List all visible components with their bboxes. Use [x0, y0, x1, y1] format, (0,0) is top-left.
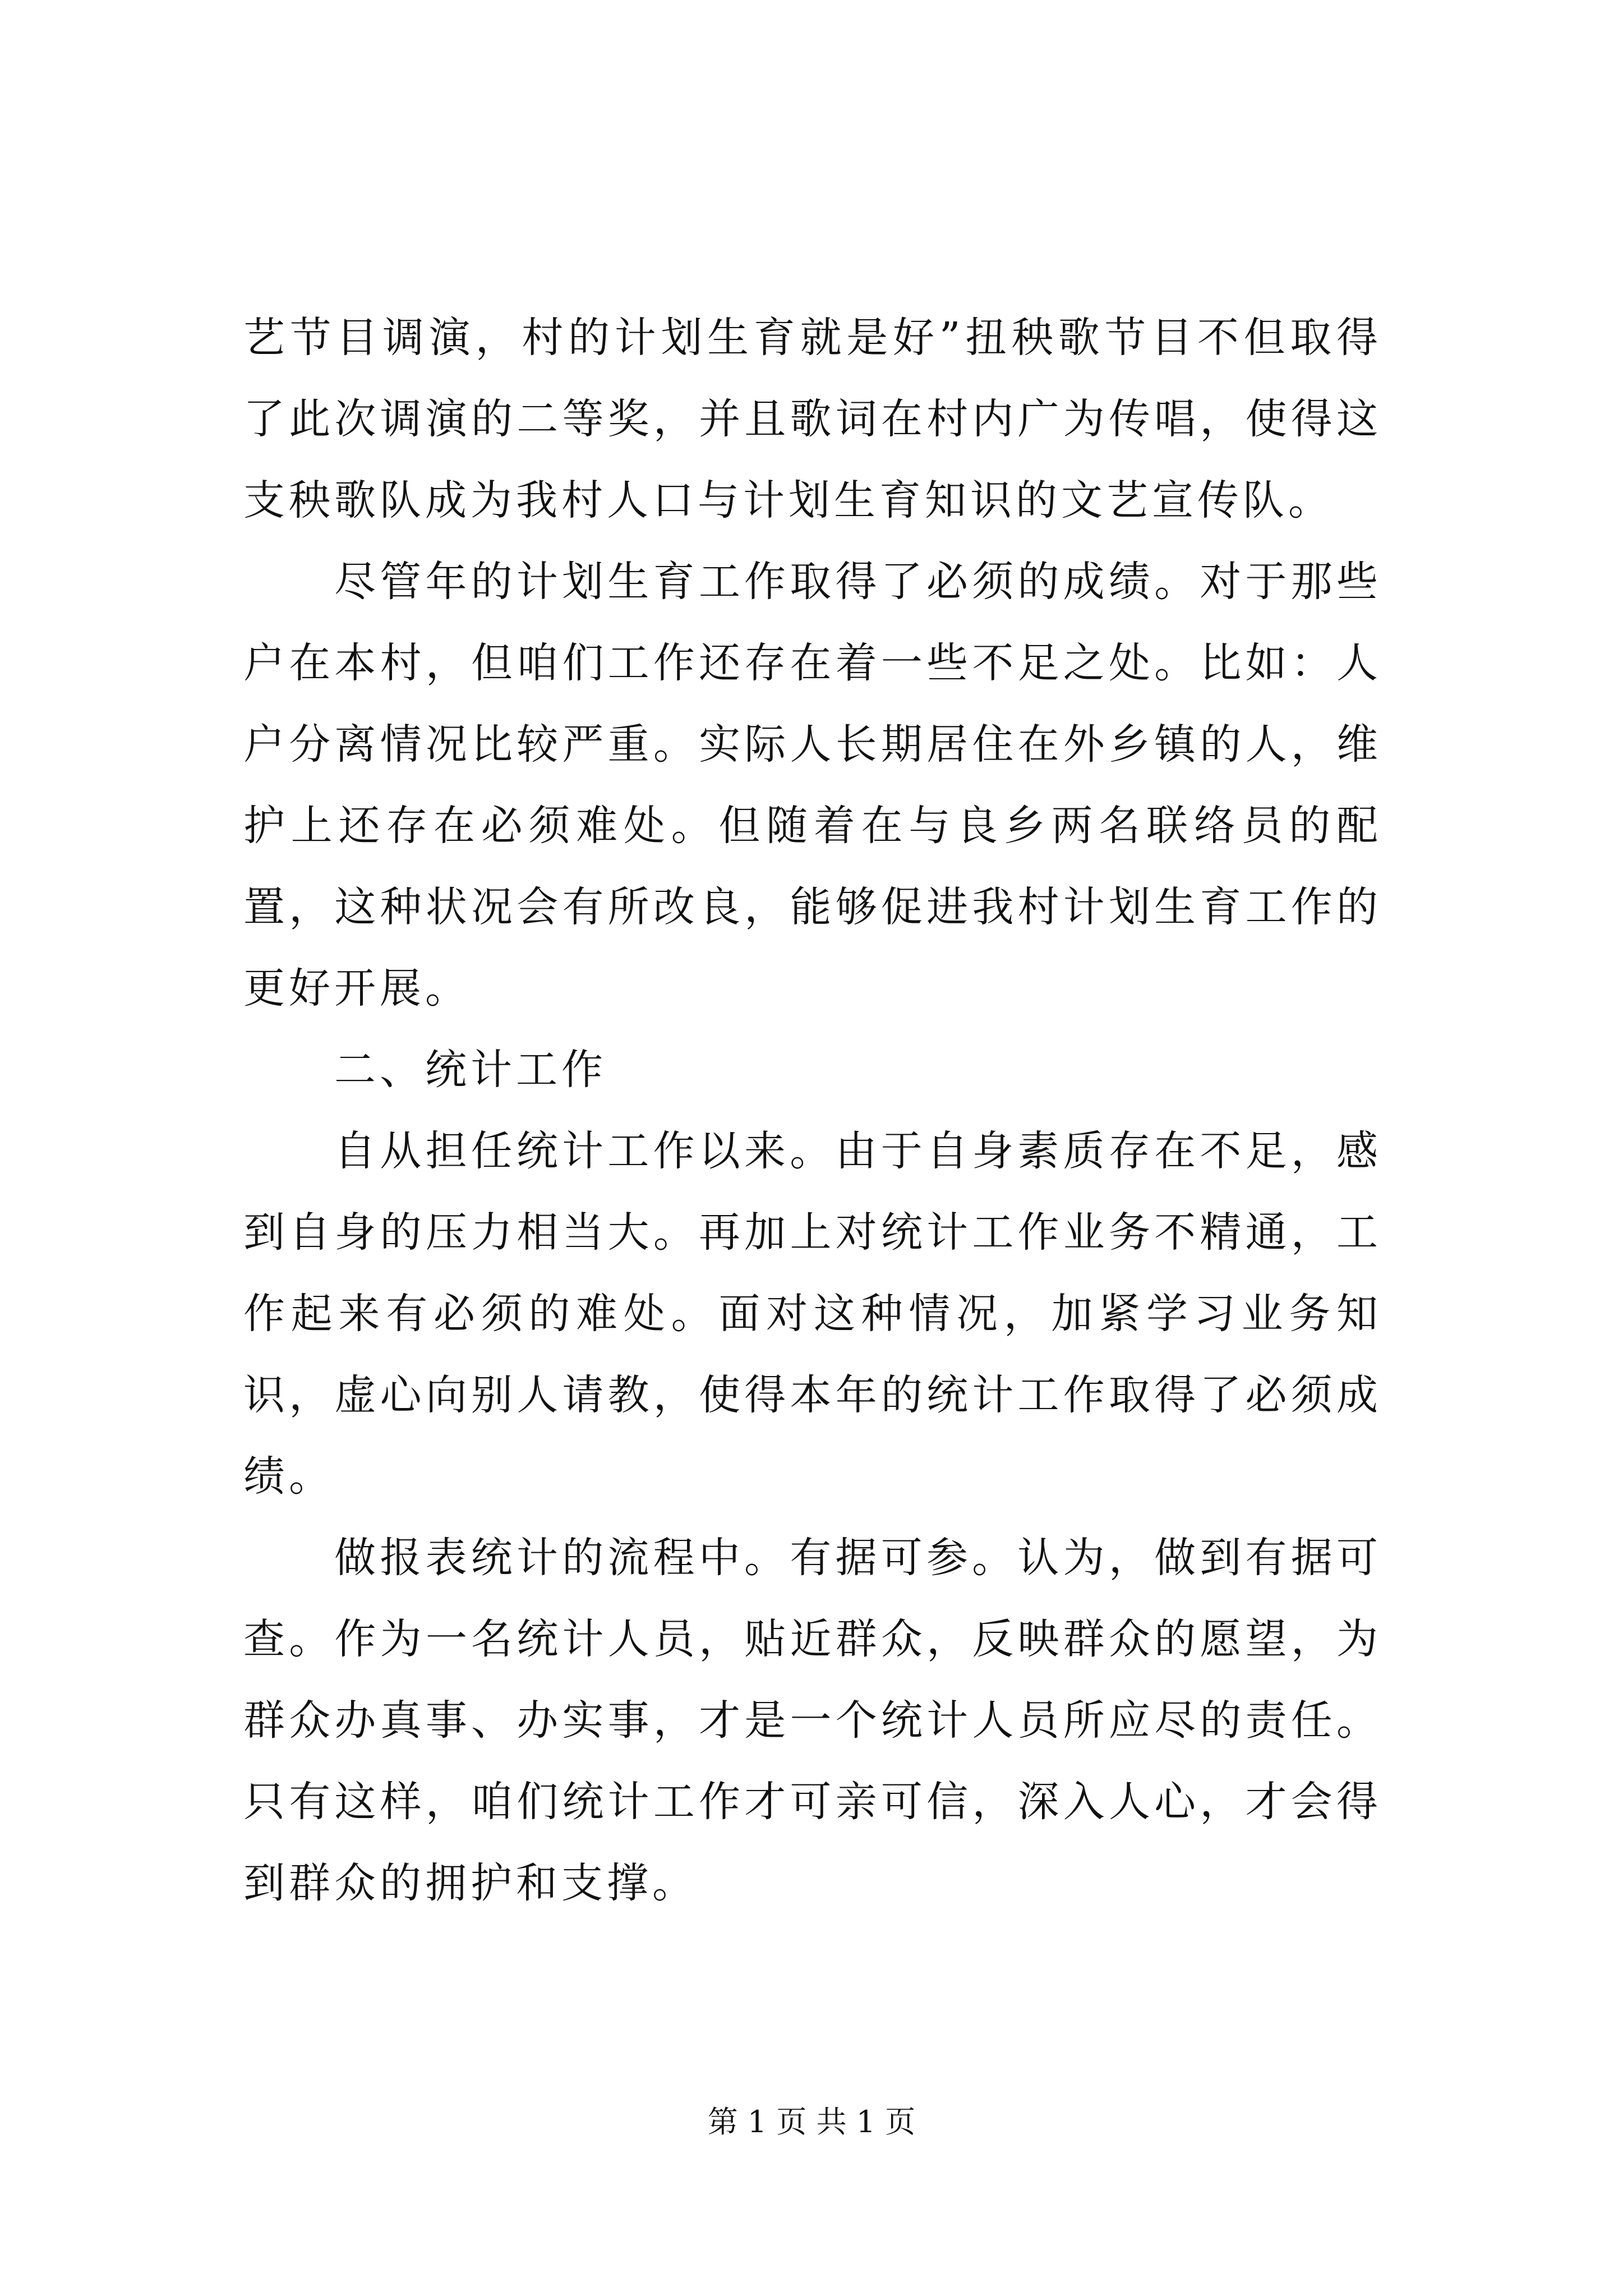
paragraph-statistics-intro: 自从担任统计工作以来。由于自身素质存在不足，感到自身的压力相当大。再加上对统计工作业务不精通，工作起来有必须的难处。面对这种情况，加紧学习业务知识，虚心向别人请教，使得本年的统计工作取得了必须成绩。	[243, 1127, 1382, 1501]
page-footer: 第 1 页 共 1 页	[707, 2104, 916, 2139]
paragraph-family-planning-summary: 尽管年的计划生育工作取得了必须的成绩。对于那些户在本村，但咱们工作还存在着一些不足之处。比如：人户分离情况比较严重。实际人长期居住在外乡镇的人，维护上还存在必须难处。但随着在与良乡两名联络员的配置，这种状况会有所改良，能够促进我村计划生育工作的更好开展。	[243, 558, 1382, 1013]
document-body	[243, 297, 1382, 1924]
section-heading-statistics: 二、统计工作	[334, 1046, 607, 1094]
paragraph-statistics-process: 做报表统计的流程中。有据可参。认为，做到有据可查。作为一名统计人员，贴近群众，反映群众的愿望，为群众办真事、办实事，才是一个统计人员所应尽的责任。只有这样，咱们统计工作才可亲可信，深入人心，才会得到群众的拥护和支撑。	[243, 1534, 1382, 1907]
paragraph-continuation: 艺节目调演，村的计划生育就是好”扭秧歌节目不但取得了此次调演的二等奖，并且歌词在村内广为传唱，使得这支秧歌队成为我村人口与计划生育知识的文艺宣传队。	[243, 314, 1382, 524]
